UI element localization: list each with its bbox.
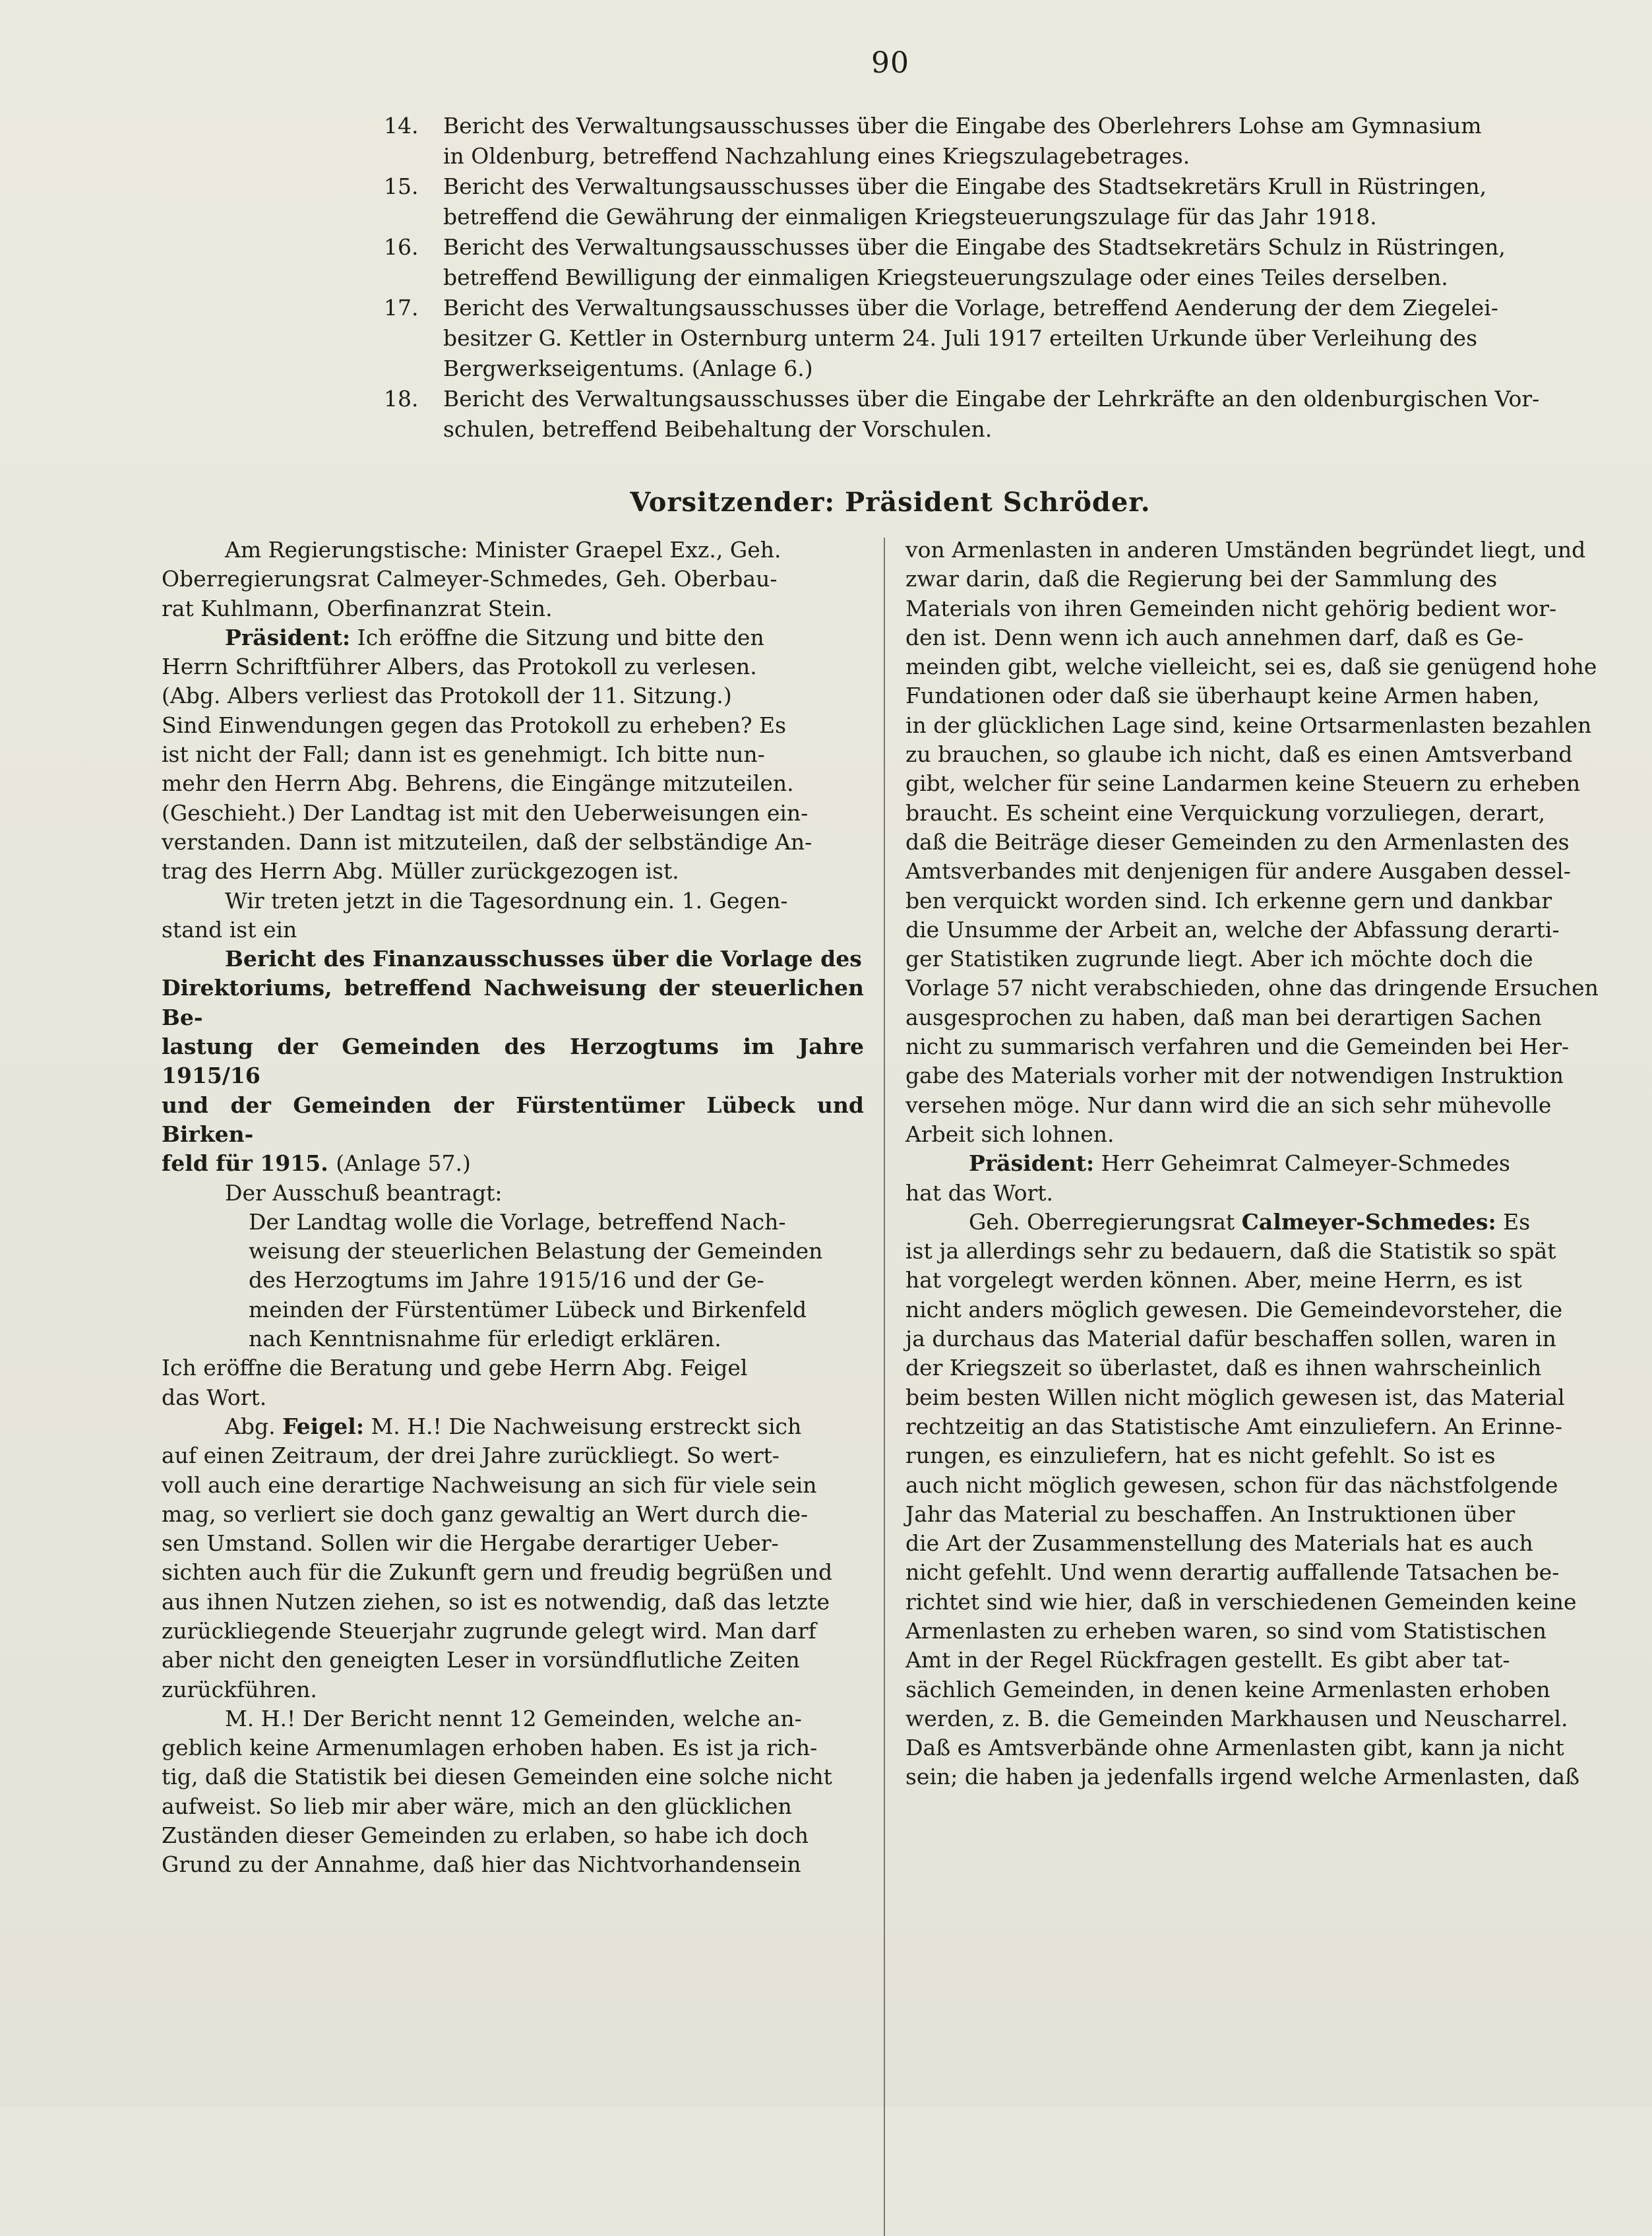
agenda-item-text — [443, 384, 1616, 445]
text-line: der Kriegszeit so überlastet, daß es ihnen wahrscheinlich — [905, 1355, 1542, 1381]
text-line: (Abg. Albers verliest das Protokoll der 11. Sitzung.) — [162, 683, 732, 709]
text-line: Arbeit sich lohnen. — [905, 1121, 1115, 1147]
text-line: stand ist ein — [162, 916, 297, 943]
text-line: aus ihnen Nutzen ziehen, so ist es notwendig, daß das letzte — [162, 1588, 830, 1615]
text-line: Bericht des Verwaltungsausschusses über die Eingabe des Stadtsekretärs Krull in Rüstringen, — [443, 173, 1487, 199]
text-line: auch nicht möglich gewesen, schon für das nächstfolgende — [905, 1472, 1558, 1498]
agenda-item-number: 16. — [384, 234, 419, 260]
text-line: gabe des Materials vorher mit der notwendigen Instruktion — [905, 1063, 1564, 1089]
text-line: zurückführen. — [162, 1676, 317, 1702]
text-line: geblich keine Armenumlagen erhoben haben. Es ist ja rich- — [162, 1735, 818, 1761]
agenda-item-number: 14. — [384, 113, 419, 139]
text-line: besitzer G. Kettler in Osternburg unterm 24. Juli 1917 erteilten Urkunde über Verleihung des — [443, 325, 1478, 351]
paragraph — [162, 1208, 864, 1353]
agenda-item-text — [443, 232, 1616, 293]
text-line: daß die Beiträge dieser Gemeinden zu den Armenlasten des — [905, 828, 1570, 855]
agenda-item-text — [443, 171, 1616, 232]
text-line: ja durchaus das Material dafür beschaffen sollen, waren in — [905, 1326, 1556, 1352]
text-line: trag des Herrn Abg. Müller zurückgezogen ist. — [162, 858, 679, 885]
text-line: Daß es Amtsverbände ohne Armenlasten gibt, kann ja nicht — [905, 1735, 1564, 1761]
paragraph — [905, 536, 1611, 1149]
text-line: sächlich Gemeinden, in denen keine Armenlasten erhoben — [905, 1676, 1550, 1702]
text-line: sein; die haben ja jedenfalls irgend welche Armenlasten, daß — [905, 1764, 1580, 1790]
text-line: feld für 1915. (Anlage 57.) — [162, 1150, 471, 1177]
text-line: Amtsverbandes mit denjenigen für andere Ausgaben dessel- — [905, 858, 1571, 885]
text-line: sen Umstand. Sollen wir die Hergabe derartiger Ueber- — [162, 1530, 779, 1557]
text-line: sichten auch für die Zukunft gern und freudig begrüßen und — [162, 1559, 833, 1586]
text-line: Zuständen dieser Gemeinden zu erlaben, so habe ich doch — [162, 1822, 809, 1849]
text-line: Sind Einwendungen gegen das Protokoll zu erheben? Es — [162, 712, 787, 738]
text-line: meinden gibt, welche vielleicht, sei es, daß sie genügend hohe — [905, 654, 1597, 680]
text-line: meinden der Fürstentümer Lübeck und Birkenfeld — [249, 1296, 807, 1322]
text-line: richtet sind wie hier, daß in verschiedenen Gemeinden keine — [905, 1588, 1577, 1615]
agenda-item-text — [443, 111, 1616, 171]
right-column — [905, 536, 1611, 1792]
text-line: Der Ausschuß beantragt: — [225, 1179, 503, 1206]
text-line: und der Gemeinden der Fürstentümer Lübeck und Birken- — [162, 1092, 864, 1147]
text-line: Bericht des Verwaltungsausschusses über die Eingabe des Stadtsekretärs Schulz in Rüstringen, — [443, 234, 1506, 260]
text-line: verstanden. Dann ist mitzuteilen, daß der selbständige An- — [162, 828, 812, 855]
paragraph — [162, 1704, 864, 1880]
text-line: Wir treten jetzt in die Tagesordnung ein. 1. Gegen- — [225, 887, 788, 914]
text-line: Bericht des Verwaltungsausschusses über die Eingabe der Lehrkräfte an den oldenburgischen Vor- — [443, 386, 1540, 412]
paragraph — [162, 1353, 864, 1412]
text-line: Direktoriums, betreffend Nachweisung der steuerlichen Be- — [162, 975, 864, 1030]
text-line: aber nicht den geneigten Leser in vorsündflutliche Zeiten — [162, 1647, 800, 1673]
text-line: rechtzeitig an das Statistische Amt einzuliefern. An Erinne- — [905, 1413, 1563, 1439]
text-line: lastung der Gemeinden des Herzogtums im Jahre 1915/16 — [162, 1034, 864, 1089]
agenda-list — [369, 111, 1616, 445]
paragraph — [162, 536, 864, 623]
page-number: 90 — [871, 46, 909, 80]
agenda-item — [369, 384, 1616, 445]
text-line: hat vorgelegt werden können. Aber, meine Herrn, es ist — [905, 1267, 1522, 1293]
agenda-item-number: 17. — [384, 295, 419, 321]
agenda-item — [369, 171, 1616, 232]
text-line: mag, so verliert sie doch ganz gewaltig an Wert durch die- — [162, 1501, 809, 1527]
text-line: aufweist. So lieb mir aber wäre, mich an den glücklichen — [162, 1793, 792, 1819]
text-line: Der Landtag wolle die Vorlage, betreffend Nach- — [249, 1208, 786, 1235]
text-line: zurückliegende Steuerjahr zugrunde gelegt wird. Man darf — [162, 1617, 816, 1644]
text-line: Bericht des Finanzausschusses über die Vorlage des — [225, 946, 862, 972]
text-line: ausgesprochen zu haben, daß man bei derartigen Sachen — [905, 1004, 1542, 1030]
text-line: in Oldenburg, betreffend Nachzahlung eines Kriegszulagebetrages. — [443, 143, 1190, 169]
text-line: Amt in der Regel Rückfragen gestellt. Es gibt aber tat- — [905, 1647, 1510, 1673]
text-line: schulen, betreffend Beibehaltung der Vorschulen. — [443, 416, 993, 442]
text-line: tig, daß die Statistik bei diesen Gemeinden eine solche nicht — [162, 1764, 832, 1790]
text-line: die Unsumme der Arbeit an, welche der Abfassung derarti- — [905, 916, 1560, 943]
paragraph — [162, 1179, 864, 1208]
text-line: ist nicht der Fall; dann ist es genehmigt. Ich bitte nun- — [162, 741, 765, 768]
text-line: gibt, welcher für seine Landarmen keine Steuern zu erheben — [905, 770, 1581, 797]
text-line: betreffend Bewilligung der einmaligen Kriegsteuerungszulage oder eines Teiles derselben. — [443, 264, 1448, 290]
text-line: Grund zu der Annahme, daß hier das Nichtvorhandensein — [162, 1851, 801, 1878]
chair-heading: Vorsitzender: Präsident Schröder. — [630, 487, 1151, 518]
text-line: Oberregierungsrat Calmeyer-Schmedes, Geh. Oberbau- — [162, 566, 778, 592]
text-line: das Wort. — [162, 1384, 267, 1410]
text-line: versehen möge. Nur dann wird die an sich sehr mühevolle — [905, 1092, 1552, 1118]
paragraph — [162, 945, 864, 1178]
column-divider — [884, 538, 885, 2236]
text-line: Vorlage 57 nicht verabschieden, ohne das dringende Ersuchen — [905, 975, 1599, 1001]
text-line: Bericht des Verwaltungsausschusses über die Eingabe des Oberlehrers Lohse am Gymnasium — [443, 113, 1482, 139]
text-line: voll auch eine derartige Nachweisung an sich für viele sein — [162, 1472, 817, 1498]
text-line: nach Kenntnisnahme für erledigt erklären. — [249, 1326, 721, 1352]
text-line: von Armenlasten in anderen Umständen begründet liegt, und — [905, 537, 1586, 563]
paragraph — [162, 886, 864, 945]
text-line: (Geschieht.) Der Landtag ist mit den Ueberweisungen ein- — [162, 799, 809, 826]
text-line: Abg. Feigel: M. H.! Die Nachweisung erstreckt sich — [225, 1413, 802, 1439]
text-line: Am Regierungstische: Minister Graepel Exz., Geh. — [225, 537, 781, 563]
text-line: ist ja allerdings sehr zu bedauern, daß die Statistik so spät — [905, 1238, 1556, 1264]
text-line: braucht. Es scheint eine Verquickung vorzuliegen, derart, — [905, 799, 1546, 826]
text-line: Ich eröffne die Beratung und gebe Herrn Abg. Feigel — [162, 1355, 748, 1381]
text-line: Präsident: Ich eröffne die Sitzung und bitte den — [225, 624, 764, 650]
text-line: zu brauchen, so glaube ich nicht, daß es einen Amtsverband — [905, 741, 1573, 768]
text-line: Fundationen oder daß sie überhaupt keine Armen haben, — [905, 683, 1540, 709]
text-line: auf einen Zeitraum, der drei Jahre zurückliegt. So wert- — [162, 1443, 780, 1469]
text-line: nicht gefehlt. Und wenn derartig auffallende Tatsachen be- — [905, 1559, 1560, 1586]
agenda-item — [369, 293, 1616, 384]
text-line: rat Kuhlmann, Oberfinanzrat Stein. — [162, 595, 553, 621]
text-line: nicht zu summarisch verfahren und die Gemeinden bei Her- — [905, 1034, 1570, 1060]
text-line: Präsident: Herr Geheimrat Calmeyer-Schmedes — [969, 1150, 1510, 1177]
text-line: hat das Wort. — [905, 1179, 1053, 1206]
text-line: mehr den Herrn Abg. Behrens, die Eingänge mitzuteilen. — [162, 770, 794, 797]
paragraph — [905, 1149, 1611, 1208]
paragraph — [162, 1412, 864, 1704]
text-line: werden, z. B. die Gemeinden Markhausen und Neuscharrel. — [905, 1705, 1568, 1731]
text-line: ger Statistiken zugrunde liegt. Aber ich möchte doch die — [905, 946, 1533, 972]
agenda-item-text — [443, 293, 1616, 384]
text-line: rungen, es einzuliefern, hat es nicht gefehlt. So ist es — [905, 1443, 1496, 1469]
left-column — [162, 536, 864, 1880]
agenda-item — [369, 111, 1616, 171]
text-line: weisung der steuerlichen Belastung der Gemeinden — [249, 1238, 823, 1264]
text-line: in der glücklichen Lage sind, keine Ortsarmenlasten bezahlen — [905, 712, 1592, 738]
text-line: des Herzogtums im Jahre 1915/16 und der Ge- — [249, 1267, 764, 1293]
paragraph — [905, 1208, 1611, 1792]
text-line: Armenlasten zu erheben waren, so sind vom Statistischen — [905, 1617, 1546, 1644]
text-line: Herrn Schriftführer Albers, das Protokoll zu verlesen. — [162, 654, 757, 680]
text-line: Bergwerkseigentums. (Anlage 6.) — [443, 356, 813, 381]
agenda-item-number: 15. — [384, 173, 419, 199]
text-line: Geh. Oberregierungsrat Calmeyer-Schmedes: Es — [969, 1208, 1531, 1235]
text-line: Jahr das Material zu beschaffen. An Instruktionen über — [905, 1501, 1515, 1527]
text-line: Bericht des Verwaltungsausschusses über die Vorlage, betreffend Aenderung der dem Ziegelei- — [443, 295, 1498, 321]
text-line: Materials von ihren Gemeinden nicht gehörig bedient wor- — [905, 595, 1557, 621]
text-line: die Art der Zusammenstellung des Materials hat es auch — [905, 1530, 1533, 1557]
agenda-item-number: 18. — [384, 386, 419, 412]
text-line: zwar darin, daß die Regierung bei der Sammlung des — [905, 566, 1498, 592]
agenda-item — [369, 232, 1616, 293]
paragraph — [162, 623, 864, 886]
text-line: nicht anders möglich gewesen. Die Gemeindevorsteher, die — [905, 1296, 1563, 1322]
text-line: beim besten Willen nicht möglich gewesen ist, das Material — [905, 1384, 1565, 1410]
text-line: M. H.! Der Bericht nennt 12 Gemeinden, welche an- — [225, 1705, 802, 1731]
text-line: betreffend die Gewährung der einmaligen Kriegsteuerungszulage für das Jahr 1918. — [443, 204, 1377, 230]
text-line: ben verquickt worden sind. Ich erkenne gern und dankbar — [905, 887, 1552, 914]
text-line: den ist. Denn wenn ich auch annehmen darf, daß es Ge- — [905, 624, 1524, 650]
